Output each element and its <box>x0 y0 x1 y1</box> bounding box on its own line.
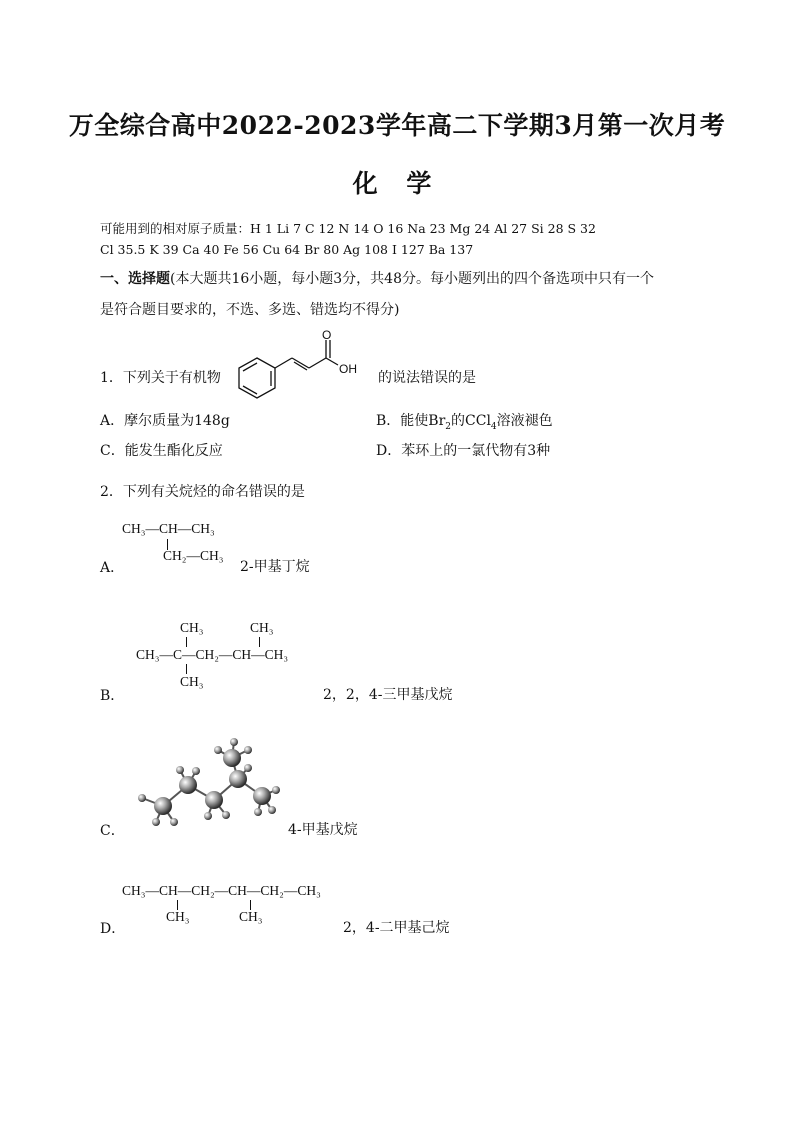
q2-a-formula-row-2: CH₂—CH₃ <box>163 548 224 563</box>
q2-b-bond-1 <box>186 637 187 647</box>
q2-d-main-chain: CH₃—CH—CH₂—CH—CH₂—CH₃ <box>122 883 321 898</box>
q1-option-a: A．摩尔质量为148g <box>100 413 230 429</box>
section-desc-line-2: 是符合题目要求的，不选、多选、错选均不得分) <box>100 302 400 318</box>
q2-stem: 2．下列有关烷烃的命名错误的是 <box>100 484 305 500</box>
structure-oh-label: OH <box>339 362 357 376</box>
q2-b-bond-2 <box>259 637 260 647</box>
ball-and-stick-model <box>130 738 280 830</box>
exam-title: 万全综合高中2022-2023学年高二下学期3月第一次月考 <box>68 111 726 140</box>
q2-b-bond-3 <box>186 664 187 674</box>
q2-b-bottom-ch3: CH₃ <box>180 674 204 689</box>
cinnamic-acid-structure <box>232 330 368 402</box>
atomic-masses-line-2: Cl 35.5 K 39 Ca 40 Fe 56 Cu 64 Br 80 Ag 108 I 127 Ba 137 <box>100 242 474 257</box>
q2-d-bottom-ch3-1: CH₃ <box>166 909 190 924</box>
q2-b-top-ch3-1: CH₃ <box>180 620 204 635</box>
q2-c-name: 4-甲基戊烷 <box>288 822 358 838</box>
q2-d-label: D． <box>100 921 126 937</box>
atomic-masses-line-1: 可能用到的相对原子质量：H 1 Li 7 C 12 N 14 O 16 Na 23 Mg 24 Al 27 Si 28 S 32 <box>100 221 596 236</box>
q1-stem-after: 的说法错误的是 <box>378 370 476 386</box>
q2-d-name: 2，4-二甲基己烷 <box>343 920 450 936</box>
q2-b-top-ch3-2: CH₃ <box>250 620 274 635</box>
q2-b-name: 2，2，4-三甲基戊烷 <box>323 687 453 703</box>
q1-stem-before: 1．下列关于有机物 <box>100 370 221 386</box>
q2-c-label: C． <box>100 823 125 839</box>
q1-option-d: D．苯环上的一氯代物有3种 <box>376 443 551 459</box>
q2-b-main-chain: CH₃—C—CH₂—CH—CH₃ <box>136 647 289 662</box>
q2-a-name: 2-甲基丁烷 <box>240 559 310 575</box>
section-heading: 一、选择题 <box>100 271 170 287</box>
subject-title: 化 学 <box>352 169 442 198</box>
section-header <box>100 268 654 288</box>
q2-a-label: A． <box>100 560 125 576</box>
q1-option-b: B．能使$Br_2$的CCl$_4$溶液褪色 <box>376 413 553 432</box>
q1-option-c: C．能发生酯化反应 <box>100 443 223 459</box>
q2-b-label: B． <box>100 688 125 704</box>
section-desc-line-1: (本大题共16小题，每小题3分，共48分。每小题列出的四个备选项中只有一个 <box>170 271 654 287</box>
q2-a-formula-row-1: CH₃—CH—CH₃ <box>122 521 215 536</box>
q2-d-bottom-ch3-2: CH₃ <box>239 909 263 924</box>
structure-o-label: O <box>322 330 332 342</box>
